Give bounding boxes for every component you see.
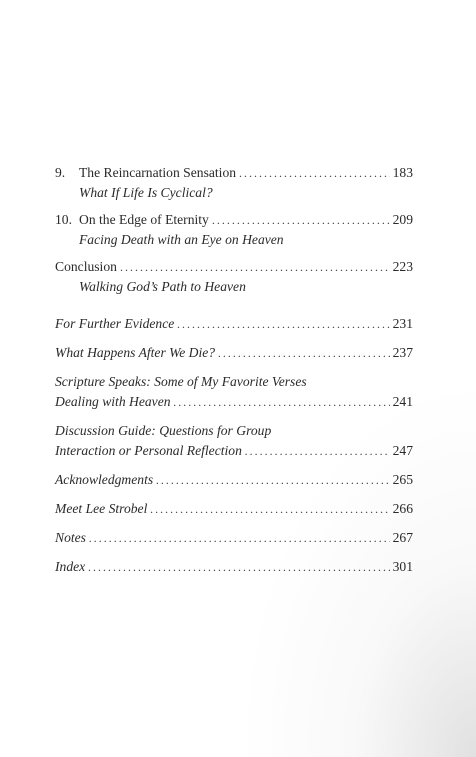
page-number: 265	[392, 472, 413, 487]
toc-entry-title: What Happens After We Die?	[55, 345, 216, 360]
page-number: 183	[392, 165, 413, 180]
chapter-subtitle: What If Life Is Cyclical?	[79, 185, 213, 200]
toc-entry-label	[55, 210, 209, 230]
toc-entry-what-happens	[55, 343, 413, 363]
toc-entry-title-line2: Interaction or Personal Reflection	[55, 443, 242, 458]
toc-entry-title-line1: Scripture Speaks: Some of My Favorite Verses	[55, 374, 307, 389]
toc-entry-further-evidence	[55, 314, 413, 334]
chapter-title: The Reincarnation Sensation	[79, 165, 237, 180]
toc-entry-title: For Further Evidence	[55, 316, 175, 331]
chapter-number: 9.	[55, 165, 66, 180]
page-number: 223	[392, 259, 413, 274]
page-number: 301	[392, 559, 413, 574]
toc-entry-conclusion	[55, 257, 413, 297]
dot-leader	[245, 441, 390, 461]
toc-entry-title-line1: Discussion Guide: Questions for Group	[55, 423, 272, 438]
toc-entry-title: Notes	[55, 530, 86, 545]
page-number: 209	[392, 212, 413, 227]
page-number: 237	[392, 345, 413, 360]
toc-entry-title: Index	[55, 559, 86, 574]
chapter-title: On the Edge of Eternity	[79, 212, 209, 227]
dot-leader	[88, 557, 389, 577]
chapter-subtitle: Facing Death with an Eye on Heaven	[79, 232, 284, 247]
dot-leader	[218, 343, 390, 363]
toc-entry-chapter-9	[55, 163, 413, 203]
dot-leader	[177, 314, 389, 334]
dot-leader	[120, 257, 390, 277]
page-number: 247	[392, 443, 413, 458]
toc-entry-discussion-guide	[55, 421, 413, 461]
page-number: 266	[392, 501, 413, 516]
dot-leader	[156, 470, 389, 490]
toc-entry-title: Meet Lee Strobel	[55, 501, 148, 516]
toc-entry-title: Acknowledgments	[55, 472, 154, 487]
chapter-number: 10.	[55, 212, 72, 227]
chapter-subtitle: Walking God’s Path to Heaven	[79, 279, 246, 294]
toc-entry-chapter-10	[55, 210, 413, 250]
dot-leader	[212, 210, 390, 230]
dot-leader	[89, 528, 390, 548]
dot-leader	[174, 392, 390, 412]
toc-entry-title-line2: Dealing with Heaven	[55, 394, 171, 409]
dot-leader	[150, 499, 389, 519]
toc-entry-meet-lee-strobel	[55, 499, 413, 519]
page-number: 231	[392, 316, 413, 331]
toc-entry-title: Conclusion	[55, 259, 117, 274]
page-number: 267	[392, 530, 413, 545]
toc-entry-acknowledgments	[55, 470, 413, 490]
toc-entry-label	[55, 163, 236, 183]
table-of-contents	[55, 163, 413, 577]
dot-leader	[239, 163, 390, 183]
toc-entry-index	[55, 557, 413, 577]
toc-entry-notes	[55, 528, 413, 548]
toc-entry-scripture-speaks	[55, 372, 413, 412]
page-number: 241	[392, 394, 413, 409]
